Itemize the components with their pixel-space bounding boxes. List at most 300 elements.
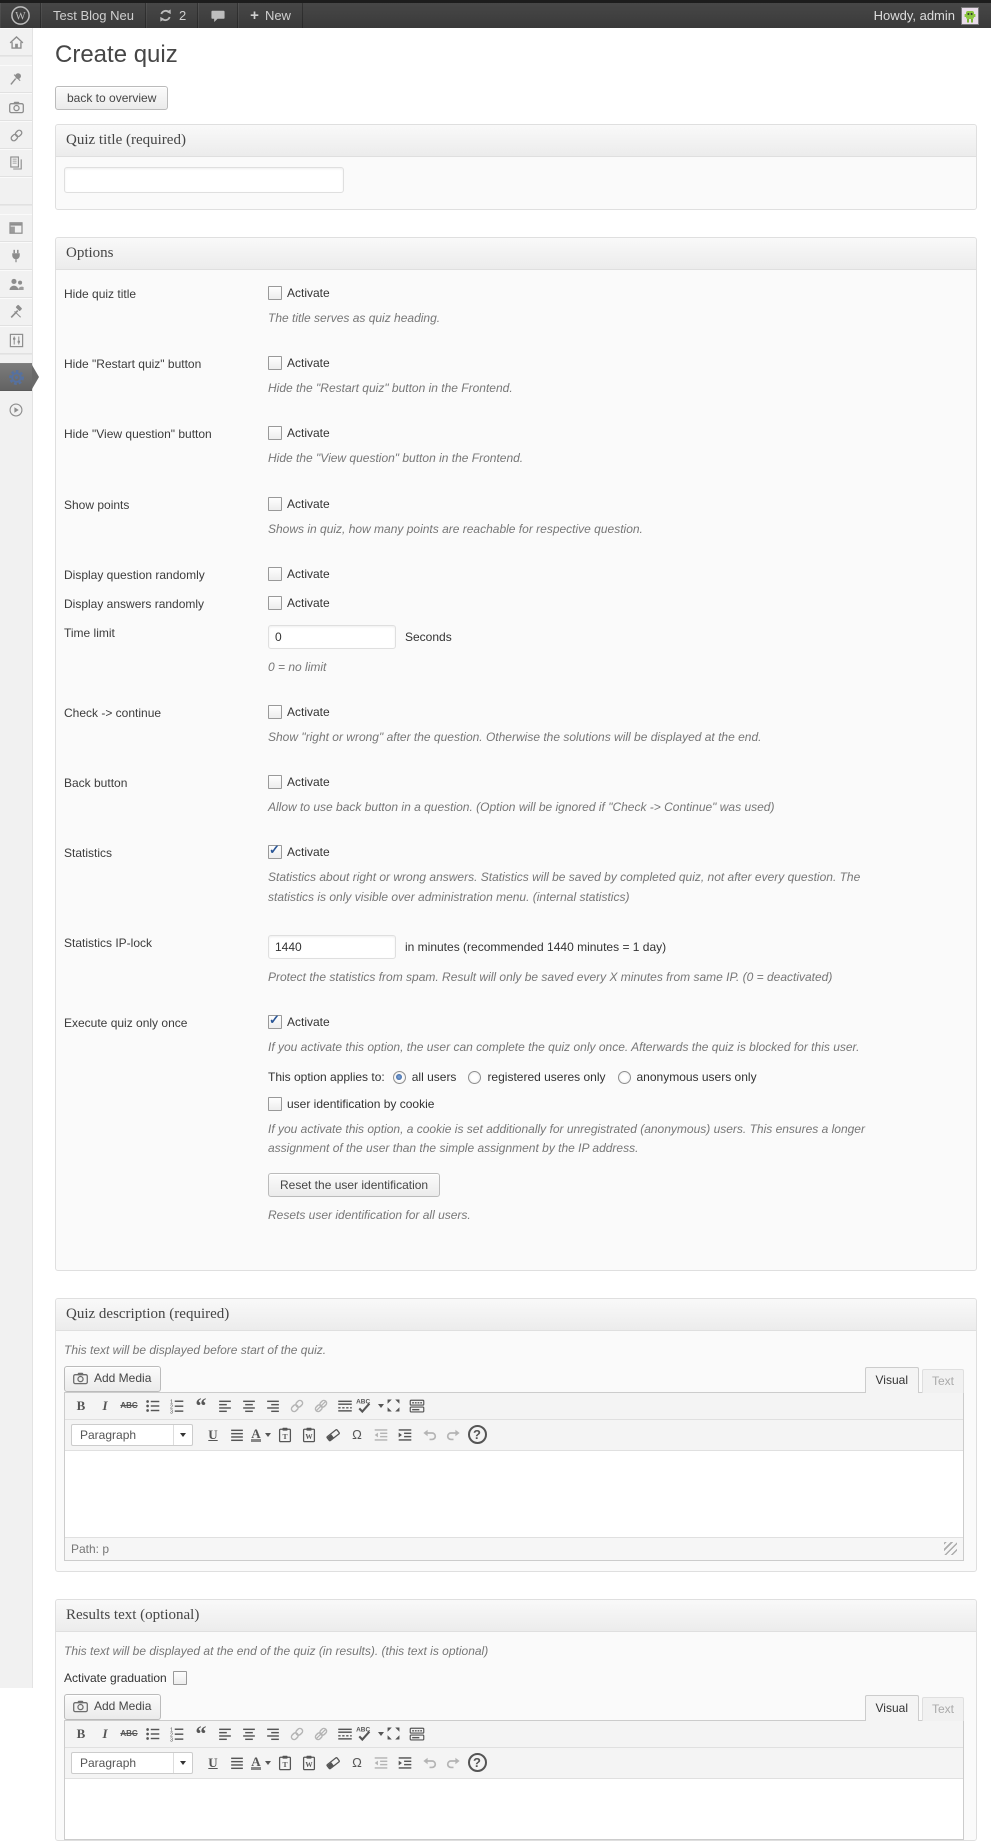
option-description: Allow to use back button in a question. (Option will be ignored if "Check -> Continue" was used) <box>268 800 775 815</box>
sidebar-item-settings[interactable] <box>0 326 32 354</box>
sidebar-item-appearance[interactable] <box>0 214 32 242</box>
option-description: The title serves as quiz heading. <box>268 311 441 325</box>
pin-icon <box>8 71 24 87</box>
play-circle-icon <box>8 402 24 418</box>
option-row-10 <box>64 845 964 906</box>
quiz-title-box <box>55 124 977 210</box>
option-input-line <box>268 625 964 649</box>
activate-checkbox[interactable] <box>268 845 282 859</box>
insert-link-button <box>286 1395 308 1417</box>
option-value-input[interactable] <box>268 625 396 649</box>
option-value-input[interactable] <box>268 935 396 959</box>
option-control <box>268 426 964 468</box>
bold-button[interactable] <box>70 1723 92 1745</box>
remove-link-button <box>310 1723 332 1745</box>
tab-visual[interactable]: Visual <box>865 1367 919 1393</box>
add-media-label: Add Media <box>94 1699 152 1714</box>
option-control <box>268 625 964 677</box>
option-label: Execute quiz only once <box>64 1015 188 1030</box>
svg-text:2: 2 <box>169 1732 174 1739</box>
kitchen-sink-button[interactable] <box>406 1723 428 1745</box>
activate-line <box>268 426 964 440</box>
svg-text:T: T <box>282 1431 288 1441</box>
quiz-description-box <box>55 1298 977 1572</box>
howdy-text: Howdy, admin <box>873 8 955 23</box>
align-center-icon <box>240 1725 258 1743</box>
undo-icon <box>421 1754 438 1771</box>
align-right-button[interactable] <box>262 1723 284 1745</box>
activate-checkbox[interactable] <box>268 705 282 719</box>
back-to-overview-button[interactable]: back to overview <box>55 86 168 110</box>
results-intro: This text will be displayed at the end of the quiz (in results). (this text is optional) <box>64 1643 489 1658</box>
applies-to-radio-label-2: registered useres only <box>487 1070 606 1085</box>
editor-path: Path: p <box>71 1541 110 1556</box>
paragraph-select-label: Paragraph <box>80 1755 137 1770</box>
layout-icon <box>8 220 24 236</box>
remove-link-button <box>310 1395 332 1417</box>
activate-graduation-label: Activate graduation <box>64 1670 167 1685</box>
options-box <box>55 237 977 1271</box>
editor-content-area[interactable] <box>65 1451 963 1537</box>
special-character-icon: Ω <box>352 1755 362 1771</box>
house-icon <box>8 34 25 51</box>
svg-text:1: 1 <box>169 1727 174 1734</box>
option-label: Time limit <box>64 625 115 640</box>
underline-button[interactable] <box>202 1752 224 1774</box>
my-account-menu[interactable] <box>862 3 991 28</box>
paste-text-icon <box>276 1754 294 1772</box>
activate-label: Activate <box>287 704 330 719</box>
plug-icon <box>8 248 24 264</box>
option-control <box>268 1015 964 1226</box>
bullet-list-icon <box>144 1725 162 1743</box>
svg-text:1: 1 <box>169 1399 174 1406</box>
insert-link-button <box>286 1723 308 1745</box>
text-color-icon: A <box>251 1753 261 1769</box>
option-description: 0 = no limit <box>268 659 327 674</box>
remove-format-icon <box>324 1754 342 1772</box>
option-row-11 <box>64 935 964 987</box>
admin-bar <box>0 0 991 28</box>
dropdown-arrow-icon <box>265 1761 271 1765</box>
new-content-menu[interactable] <box>238 3 303 28</box>
activate-label: Activate <box>287 566 330 581</box>
sidebar-item-tools[interactable] <box>0 298 32 326</box>
fullscreen-icon <box>385 1397 402 1414</box>
kitchen-sink-icon <box>408 1725 426 1743</box>
numbered-list-button[interactable] <box>166 1723 188 1745</box>
editor-tabs <box>862 1695 964 1720</box>
bold-button[interactable] <box>70 1395 92 1417</box>
wordpress-logo-menu[interactable] <box>0 3 41 28</box>
activate-label: Activate <box>287 426 330 441</box>
paragraph-select[interactable] <box>71 1752 193 1774</box>
editor-content-area[interactable] <box>65 1779 963 1839</box>
tab-visual[interactable]: Visual <box>865 1695 919 1721</box>
option-row-2 <box>64 356 964 398</box>
camera-icon <box>8 99 25 116</box>
outdent-button <box>370 1752 392 1774</box>
option-control <box>268 935 964 987</box>
plus-icon: + <box>250 6 259 24</box>
more-tag-icon <box>336 1725 354 1743</box>
option-label: Hide "View question" button <box>64 427 212 442</box>
editor-toolbar-row <box>65 1420 963 1451</box>
paste-word-button[interactable] <box>298 1752 320 1774</box>
paste-word-icon <box>300 1426 318 1444</box>
cookie-label: user identification by cookie <box>287 1097 435 1112</box>
fullscreen-button[interactable] <box>382 1723 404 1745</box>
spellcheck-icon <box>355 1396 374 1415</box>
svg-text:2: 2 <box>169 1404 174 1411</box>
align-left-icon <box>216 1725 234 1743</box>
undo-button <box>418 1752 440 1774</box>
sidebar-item-links[interactable] <box>0 121 32 149</box>
updates-icon <box>158 8 173 23</box>
spellcheck-button[interactable] <box>355 1723 380 1745</box>
strikethrough-icon: ABC <box>120 1401 138 1411</box>
comments-bubble-icon <box>210 8 226 24</box>
option-control <box>268 596 964 611</box>
svg-text:W: W <box>305 1432 313 1441</box>
svg-text:ABC: ABC <box>355 1726 370 1734</box>
svg-text:W: W <box>15 10 26 23</box>
underline-icon: U <box>208 1427 218 1443</box>
more-tag-button[interactable] <box>334 1723 356 1745</box>
kitchen-sink-icon <box>408 1397 426 1415</box>
activate-line <box>268 497 964 511</box>
activate-line <box>268 705 964 719</box>
tab-text[interactable]: Text <box>922 1369 964 1393</box>
justify-icon <box>228 1754 246 1772</box>
numbered-list-icon <box>168 1725 186 1743</box>
input-suffix: in minutes (recommended 1440 minutes = 1 day) <box>405 939 667 954</box>
more-tag-icon <box>336 1397 354 1415</box>
activate-label: Activate <box>287 595 330 610</box>
editor-tabs <box>862 1367 964 1392</box>
strikethrough-button[interactable] <box>118 1723 140 1745</box>
sidebar-group-separator <box>0 354 32 363</box>
remove-format-button[interactable] <box>322 1424 344 1446</box>
sidebar-item-pages[interactable] <box>0 149 32 177</box>
text-color-button[interactable] <box>250 1424 272 1446</box>
option-row-8 <box>64 705 964 747</box>
avatar <box>961 7 979 25</box>
paste-word-button[interactable] <box>298 1424 320 1446</box>
bold-icon: B <box>76 1398 86 1414</box>
sidebar-item-wp-pro-quiz[interactable] <box>0 363 32 391</box>
help-icon: ? <box>468 1753 487 1772</box>
bullet-list-button[interactable] <box>142 1723 164 1745</box>
cookie-checkbox[interactable] <box>268 1097 282 1111</box>
blockquote-icon: “ <box>195 1392 207 1418</box>
activate-line <box>268 775 964 789</box>
svg-text:W: W <box>305 1760 313 1769</box>
svg-text:T: T <box>282 1759 288 1769</box>
documents-icon <box>8 155 24 171</box>
activate-line <box>268 356 964 370</box>
underline-button[interactable] <box>202 1424 224 1446</box>
activate-graduation-checkbox[interactable] <box>173 1671 187 1685</box>
svg-text:ABC: ABC <box>355 1398 370 1406</box>
option-description: Protect the statistics from spam. Result will only be saved every X minutes from same IP. (0 = deactivated) <box>268 969 833 984</box>
option-label: Display question randomly <box>64 567 205 582</box>
option-input-line <box>268 935 964 959</box>
applies-to-label: This option applies to: <box>268 1070 385 1085</box>
svg-text:3: 3 <box>169 1409 174 1415</box>
option-label: Statistics IP-lock <box>64 935 153 950</box>
special-character-icon: Ω <box>352 1427 362 1443</box>
option-control <box>268 497 964 539</box>
insert-link-icon <box>288 1397 306 1415</box>
option-row-3 <box>64 426 964 468</box>
paste-text-button[interactable] <box>274 1424 296 1446</box>
option-description: Statistics about right or wrong answers. Statistics will be saved by completed quiz, not after every question. The statistics is only visible over administration menu. (internal statistics) <box>268 870 861 904</box>
indent-icon <box>396 1754 414 1772</box>
option-control <box>268 356 964 398</box>
option-label: Show points <box>64 497 130 512</box>
new-label: New <box>264 8 291 23</box>
redo-icon <box>445 1754 462 1771</box>
editor-toolbar-row <box>65 1748 963 1779</box>
editor <box>64 1720 964 1840</box>
bold-icon: B <box>76 1726 86 1742</box>
activate-line <box>268 567 964 581</box>
option-row-7 <box>64 625 964 677</box>
align-right-icon <box>264 1397 282 1415</box>
editor-status-bar <box>65 1537 963 1560</box>
activate-checkbox[interactable] <box>268 426 282 440</box>
paste-text-button[interactable] <box>274 1752 296 1774</box>
cookie-line <box>268 1097 964 1111</box>
applies-to-radio-label-1: all users <box>411 1070 457 1085</box>
italic-button[interactable] <box>94 1395 116 1417</box>
indent-icon <box>396 1426 414 1444</box>
sidebar-item-comments[interactable] <box>0 177 32 205</box>
align-left-icon <box>216 1397 234 1415</box>
remove-link-icon <box>312 1725 330 1743</box>
updates-menu[interactable] <box>146 3 198 28</box>
undo-button <box>418 1424 440 1446</box>
activate-checkbox[interactable] <box>268 567 282 581</box>
align-left-button[interactable] <box>214 1723 236 1745</box>
fullscreen-icon <box>385 1725 402 1742</box>
dropdown-arrow-icon <box>265 1433 271 1437</box>
italic-button[interactable] <box>94 1723 116 1745</box>
option-row-12 <box>64 1015 964 1226</box>
option-row-1 <box>64 286 964 328</box>
option-description: Hide the "View question" button in the Frontend. <box>268 451 524 466</box>
paste-word-icon <box>300 1754 318 1772</box>
cookie-line <box>268 1097 964 1111</box>
align-center-button[interactable] <box>238 1723 260 1745</box>
italic-icon: I <box>102 1398 108 1414</box>
kitchen-sink-button[interactable] <box>406 1395 428 1417</box>
option-label: Hide quiz title <box>64 287 137 301</box>
remove-format-icon <box>324 1426 342 1444</box>
paste-text-icon <box>276 1426 294 1444</box>
applies-to-radio-label-3: anonymous users only <box>636 1070 757 1085</box>
activate-checkbox[interactable] <box>268 1015 282 1029</box>
option-label: Display answers randomly <box>64 596 205 611</box>
justify-button[interactable] <box>226 1752 248 1774</box>
indent-button[interactable] <box>394 1424 416 1446</box>
sidebar-item-users[interactable] <box>0 270 32 298</box>
quiz-title-box-header: Quiz title (required) <box>56 125 976 157</box>
activate-checkbox[interactable] <box>268 775 282 789</box>
text-color-icon: A <box>251 1425 261 1441</box>
activate-label: Activate <box>287 496 330 511</box>
applies-to-radio-1[interactable] <box>393 1071 406 1084</box>
chevron-down-icon <box>173 1753 192 1773</box>
sliders-icon <box>8 332 25 349</box>
redo-button <box>442 1752 464 1774</box>
bullet-list-button[interactable] <box>142 1395 164 1417</box>
gear-icon <box>7 368 26 387</box>
option-row-5 <box>64 567 964 582</box>
add-media-button[interactable] <box>64 1694 161 1720</box>
media-bar <box>64 1694 964 1720</box>
editor <box>64 1392 964 1561</box>
admin-sidebar <box>0 28 33 1688</box>
fullscreen-button[interactable] <box>382 1395 404 1417</box>
remove-format-button[interactable] <box>322 1752 344 1774</box>
wordpress-logo-icon <box>10 5 31 26</box>
chain-icon <box>8 127 25 144</box>
description-intro: This text will be displayed before start of the quiz. <box>64 1342 327 1357</box>
main-content <box>32 28 991 1771</box>
activate-checkbox[interactable] <box>268 356 282 370</box>
quiz-title-input[interactable] <box>64 167 344 193</box>
option-description: If you activate this option, the user can complete the quiz only once. Afterwards the quiz is blocked for this user. <box>268 1039 860 1054</box>
activate-checkbox[interactable] <box>268 497 282 511</box>
add-media-label: Add Media <box>94 1371 152 1386</box>
spellcheck-icon <box>355 1724 374 1743</box>
resize-handle[interactable] <box>944 1542 957 1555</box>
help-icon: ? <box>468 1425 487 1444</box>
undo-icon <box>421 1426 438 1443</box>
activate-label: Activate <box>287 775 330 790</box>
applies-to-radio-2[interactable] <box>468 1071 481 1084</box>
svg-text:3: 3 <box>169 1737 174 1743</box>
blockquote-button[interactable] <box>190 1720 212 1746</box>
activate-line <box>268 286 964 300</box>
numbered-list-button[interactable] <box>166 1395 188 1417</box>
page-title: Create quiz <box>55 41 178 68</box>
site-name-menu[interactable] <box>41 3 146 28</box>
tools-icon <box>8 304 24 320</box>
underline-icon: U <box>208 1755 218 1771</box>
activate-label: Activate <box>287 286 330 300</box>
applies-to-line <box>268 1070 964 1084</box>
justify-button[interactable] <box>226 1424 248 1446</box>
option-row-9 <box>64 775 964 817</box>
strikethrough-button[interactable] <box>118 1395 140 1417</box>
outdent-icon <box>372 1754 390 1772</box>
sidebar-item-dashboard[interactable] <box>0 28 32 56</box>
activate-line <box>268 845 964 859</box>
results-text-box <box>55 1599 977 1841</box>
help-button[interactable] <box>466 1752 488 1774</box>
options-box-header: Options <box>56 238 976 270</box>
blockquote-button[interactable] <box>190 1392 212 1418</box>
chevron-down-icon <box>173 1425 192 1445</box>
sidebar-item-media[interactable] <box>0 93 32 121</box>
cookie-description: If you activate this option, a cookie is set additionally for unregistrated (anonymous) users. This ensures a longer assignment of the user than the simple assignment by the IP address. <box>268 1122 865 1156</box>
option-control <box>268 705 964 747</box>
option-description: Shows in quiz, how many points are reachable for respective question. <box>268 521 643 536</box>
text-color-button[interactable] <box>250 1752 272 1774</box>
sidebar-item-collapse-menu[interactable] <box>0 397 32 423</box>
activate-label: Activate <box>287 845 330 860</box>
activate-line <box>268 596 964 610</box>
quiz-description-box-header: Quiz description (required) <box>56 1299 976 1331</box>
input-suffix: Seconds <box>405 629 452 644</box>
option-label: Hide "Restart quiz" button <box>64 357 202 372</box>
activate-label: Activate <box>287 356 330 371</box>
special-character-button[interactable] <box>346 1424 368 1446</box>
add-media-button[interactable] <box>64 1366 161 1392</box>
align-right-icon <box>264 1725 282 1743</box>
sidebar-group-separator <box>0 205 32 214</box>
redo-icon <box>445 1426 462 1443</box>
activate-checkbox[interactable] <box>268 596 282 610</box>
outdent-icon <box>372 1426 390 1444</box>
option-row-4 <box>64 497 964 539</box>
indent-button[interactable] <box>394 1752 416 1774</box>
align-right-button[interactable] <box>262 1395 284 1417</box>
reset-user-identification-button[interactable]: Reset the user identification <box>268 1173 440 1197</box>
option-label: Statistics <box>64 846 113 861</box>
special-character-button[interactable] <box>346 1752 368 1774</box>
camera-media-icon <box>72 1698 89 1715</box>
site-name: Test Blog Neu <box>53 8 134 23</box>
align-center-icon <box>240 1397 258 1415</box>
activate-label: Activate <box>287 1014 330 1029</box>
option-description: Show "right or wrong" after the question. Otherwise the solutions will be displayed at the end. <box>268 729 762 744</box>
option-control <box>268 775 964 817</box>
spellcheck-button[interactable] <box>355 1395 380 1417</box>
insert-link-icon <box>288 1725 306 1743</box>
option-control <box>268 286 964 328</box>
align-left-button[interactable] <box>214 1395 236 1417</box>
paragraph-select-label: Paragraph <box>80 1427 137 1442</box>
sidebar-item-posts[interactable] <box>0 65 32 93</box>
more-tag-button[interactable] <box>334 1395 356 1417</box>
numbered-list-icon <box>168 1397 186 1415</box>
option-label: Back button <box>64 776 128 791</box>
activate-checkbox[interactable] <box>268 286 282 300</box>
italic-icon: I <box>102 1726 108 1742</box>
align-center-button[interactable] <box>238 1395 260 1417</box>
justify-icon <box>228 1426 246 1444</box>
tab-text[interactable]: Text <box>922 1697 964 1721</box>
camera-media-icon <box>72 1370 89 1387</box>
comments-menu[interactable] <box>198 3 238 28</box>
paragraph-select[interactable] <box>71 1424 193 1446</box>
media-bar <box>64 1366 964 1392</box>
applies-to-radio-3[interactable] <box>618 1071 631 1084</box>
activate-line <box>268 1015 964 1029</box>
help-button[interactable] <box>466 1424 488 1446</box>
outdent-button <box>370 1424 392 1446</box>
reset-description: Resets user identification for all users. <box>268 1208 471 1223</box>
sidebar-item-plugins[interactable] <box>0 242 32 270</box>
results-text-box-header: Results text (optional) <box>56 1600 976 1632</box>
redo-button <box>442 1424 464 1446</box>
editor-toolbar-row <box>65 1721 963 1748</box>
option-description: Hide the "Restart quiz" button in the Frontend. <box>268 381 513 396</box>
